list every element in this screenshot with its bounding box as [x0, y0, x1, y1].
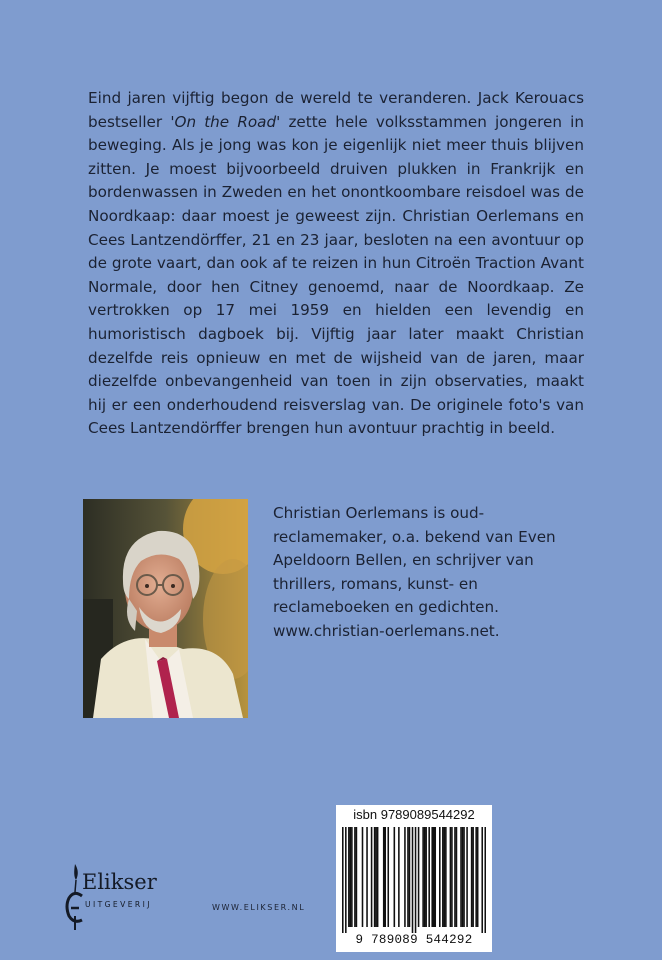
barcode-bar [342, 827, 344, 933]
barcode-bar [462, 827, 464, 927]
publisher-logo [64, 862, 204, 932]
barcode-bar [418, 827, 420, 927]
barcode-bar [384, 827, 386, 927]
barcode-bar [444, 827, 446, 927]
barcode-bar [451, 827, 453, 927]
barcode-bar [383, 827, 385, 927]
barcode-bar [345, 827, 347, 933]
barcode-bar [415, 827, 417, 933]
publisher-name: Elikser [82, 870, 157, 894]
barcode-bar [477, 827, 479, 927]
blurb-text-1: Eind jaren vijftig begon de wereld te veranderen. Jack Kerouacs bestseller [88, 89, 584, 131]
barcode-bar [366, 827, 368, 927]
barcode-bars [342, 827, 486, 933]
back-cover-blurb [88, 87, 584, 441]
isbn-label: isbn 9789089544292 [353, 807, 475, 822]
barcode-bar [456, 827, 458, 927]
barcode-bar [481, 827, 483, 933]
blurb-paragraph [88, 87, 584, 441]
author-bio [273, 502, 585, 644]
author-portrait-image [83, 499, 248, 718]
barcode-bar [471, 827, 473, 927]
barcode-bar [371, 827, 373, 927]
barcode-bar [428, 827, 430, 927]
barcode-bar [431, 827, 433, 927]
book-title-on-the-road: 'On the Road' [170, 112, 281, 131]
barcode-bar [351, 827, 353, 927]
publisher-subtitle: UITGEVERIJ [85, 900, 152, 909]
barcode-bar [466, 827, 468, 927]
isbn-barcode [336, 805, 492, 952]
barcode-bar [434, 827, 436, 927]
barcode-bar [409, 827, 411, 927]
barcode-bar [442, 827, 444, 927]
barcode-bar [350, 827, 352, 927]
barcode-bar [454, 827, 456, 927]
barcode-bar [424, 827, 426, 927]
barcode-bar [362, 827, 364, 927]
barcode-bar [450, 827, 452, 927]
publisher-website: WWW.ELIKSER.NL [212, 903, 306, 912]
barcode-bar [404, 827, 406, 927]
barcode-bar [348, 827, 350, 927]
barcode-bar [439, 827, 441, 927]
barcode-bar [407, 827, 409, 927]
barcode-bar [484, 827, 486, 933]
barcode-digits: 9 789089 544292 [355, 933, 473, 947]
barcode-bar [377, 827, 379, 927]
barcode-bar [375, 827, 377, 927]
barcode-bar [412, 827, 414, 933]
barcode-bar [445, 827, 447, 927]
barcode-bar [425, 827, 427, 927]
barcode-bar [387, 827, 389, 927]
barcode-bar [394, 827, 396, 927]
barcode-bar [374, 827, 376, 927]
author-photo [83, 499, 248, 718]
blurb-text-2: zette hele volksstammen jongeren in beweging. Als je jong was kon je eigenlijk niet meer thuis blijven zitten. Je moest bijvoorbeeld druiven plukken in Frankrijk en bordenwassen in Zweden en het onontkoombare reisdoel was de Noordkaap: daar moest je geweest zijn. Christian Oerlemans en Cees Lantzendörffer, 21 en 23 jaar, besloten na een avontuur op de grote vaart, dan ook af te reizen in hun Citroën Traction Avant Normale, door hen Citney genoemd, naar de Noordkaap. Ze vertrokken op 17 mei 1959 en hielden een levendig en humoristisch dagboek bij. Vijftig jaar later maakt Christian dezelfde reis opnieuw en met de wijsheid van de jaren, maar diezelfde onbevangenheid van toen in zijn observaties, maakt hij er een onderhoudend reisverslag van. De originele foto's van Cees Lantzendörffer brengen hun avontuur prachtig in beeld. [88, 112, 585, 438]
barcode-bar [463, 827, 465, 927]
barcode-bar [422, 827, 424, 927]
author-bio-text: Christian Oerlemans is oud-reclamemaker, o.a. bekend van Even Apeldoorn Bellen, en schrijver van thrillers, romans, kunst- en reclameboeken en gedichten. www.christian-oerlemans.net. [273, 504, 556, 640]
barcode-bar [398, 827, 400, 927]
barcode-bar [354, 827, 356, 927]
barcode-bar [475, 827, 477, 927]
barcode-bar [460, 827, 462, 927]
barcode-bar [433, 827, 435, 927]
barcode-bar [472, 827, 474, 927]
barcode-bar [356, 827, 358, 927]
